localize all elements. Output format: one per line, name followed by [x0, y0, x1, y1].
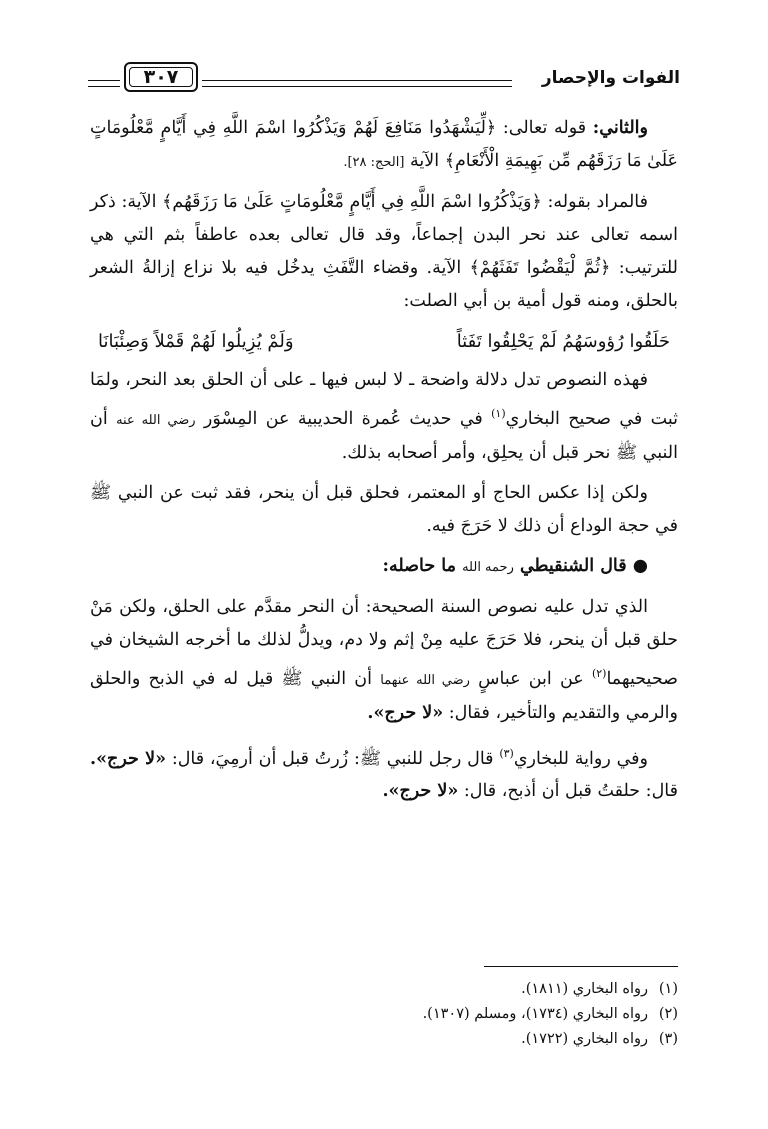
quran-verse: ﴿وَيَذْكُرُوا اسْمَ اللَّهِ فِي أَيَّامٍ مَّعْلُومَاتٍ عَلَىٰ مَا رَزَقَهُم﴾	[162, 192, 542, 212]
p6-a: الذي تدل عليه نصوص السنة الصحيحة: أن النحر مقدَّم على الحلق، ولكن مَنْ حلق قبل أن ينحر، فلا حَرَجَ عليه مِنْ إثم ولا دم، ويدلُّ لذلك ما أخرجه الشيخان في صحيحيهما	[90, 596, 678, 689]
page-number: ٣٠٧	[143, 66, 179, 88]
p3-b: في حديث عُمرة الحديبية عن المِسْوَر	[195, 408, 492, 429]
hadith-quote: «لا حرج».	[90, 748, 167, 769]
running-title: الفوات والإحصار	[541, 68, 680, 88]
p5-label: قال الشنقيطي	[513, 555, 633, 576]
p2-lead: فالمراد بقوله:	[541, 192, 648, 212]
quran-verse: ﴿لِّيَشْهَدُوا مَنَافِعَ لَهُمْ وَيَذْكُرُوا اسْمَ اللَّهِ فِي أَيَّامٍ مَّعْلُومَاتٍ عَلَىٰ مَا رَزَقَهُم مِّن بَهِيمَةِ الْأَنْعَامِ﴾	[90, 118, 678, 171]
poem-hemistich-left: وَلَمْ يُزِيلُوا لَهُمْ قَمْلاً وَصِئْبَانَا	[98, 331, 294, 352]
paragraph-3	[90, 364, 678, 470]
footnote-3	[90, 1027, 678, 1052]
p3-a: فهذه النصوص تدل دلالة واضحة ـ لا لبس فيها ـ على أن الحلق بعد النحر، ولمَا ثبت في صحيح البخاري	[90, 370, 678, 429]
p3-c: أن النبي ﷺ نحر قبل أن يحلِق، وأمر أصحابه بذلك.	[90, 408, 678, 463]
footnote-ref-3[interactable]: (٣)	[499, 746, 514, 760]
p7-b: قال رجل للنبي ﷺ: زُرتُ قبل أن أرمِيَ، قال:	[166, 748, 500, 769]
paragraph-1	[90, 112, 678, 179]
p2-mid: الآية: ذكر اسمه تعالى عند نحر البدن إجماعاً، وقد قال تعالى بعده عاطفاً بثم التي هي للترتيب:	[90, 192, 678, 278]
paragraph-5	[90, 550, 678, 584]
honorific: رحمه الله	[462, 559, 514, 575]
p2-end: الآية. وقضاء التَّفَثِ يدخُل فيه بلا نزاع إزالةُ الشعر بالحلق، ومنه قول أمية بن أبي الصلت:	[90, 258, 678, 311]
header-rule-left-bottom	[88, 86, 120, 87]
p7-a: وفي رواية للبخاري	[513, 748, 648, 769]
header-rule-mid-top	[202, 80, 512, 81]
footnote-ref-2[interactable]: (٢)	[591, 666, 607, 680]
hadith-quote: «لا حرج».	[367, 702, 444, 723]
footnote-1	[90, 977, 678, 1002]
quran-verse: ﴿ثُمَّ لْيَقْضُوا تَفَثَهُمْ﴾	[469, 258, 611, 278]
footnote-separator	[484, 966, 678, 967]
paragraph-7	[90, 737, 678, 809]
footnote-2	[90, 1002, 678, 1027]
footnote-number: (٢)	[658, 1006, 678, 1022]
hadith-quote: «لا حرج».	[382, 781, 459, 802]
surah-ref: [الحج: ٢٨].	[343, 155, 405, 170]
poem-hemistich-right: حَلَقُوا رُؤوسَهُمُ لَمْ يَحْلِقُوا تَفَثاً	[456, 331, 670, 352]
paragraph-4: ولكن إذا عكس الحاج أو المعتمر، فحلق قبل أن ينحر، فقد ثبت عن النبي ﷺ في حجة الوداع أن ذلك لا حَرَجَ فيه.	[90, 482, 678, 536]
footnote-text: رواه البخاري (١٧٢٢).	[521, 1031, 648, 1047]
honorific: رضي الله عنه	[116, 412, 196, 428]
footnotes	[90, 977, 678, 1052]
p6-b: عن ابن عباسٍ	[469, 668, 592, 689]
page-number-box	[124, 62, 198, 92]
p1-after: الآية	[404, 151, 445, 171]
p6-c: أن النبي ﷺ قيل له في الذبح والحلق والرمي والتقديم والتأخير، فقال:	[90, 668, 678, 723]
honorific: رضي الله عنهما	[380, 672, 470, 688]
main-text	[90, 112, 678, 815]
poem-verse	[98, 325, 670, 358]
header-rule-left-top	[88, 80, 120, 81]
footnote-number: (١)	[658, 981, 678, 997]
footnote-text: رواه البخاري (١٨١١).	[521, 981, 648, 997]
p7-c: قال: حلقتُ قبل أن أذبح، قال:	[458, 781, 678, 802]
p1-text: قوله تعالى:	[496, 118, 593, 138]
footnote-number: (٣)	[658, 1031, 678, 1047]
footnote-ref-1[interactable]: (١)	[491, 407, 506, 420]
paragraph-2	[90, 186, 678, 318]
paragraph-6	[90, 591, 678, 730]
footnote-text: رواه البخاري (١٧٣٤)، ومسلم (١٣٠٧).	[422, 1006, 648, 1022]
p1-lead: والثاني:	[592, 118, 648, 138]
bullet: ●	[632, 555, 648, 576]
p5-end: ما حاصله:	[382, 555, 463, 576]
header-rule-mid-bottom	[202, 86, 512, 87]
